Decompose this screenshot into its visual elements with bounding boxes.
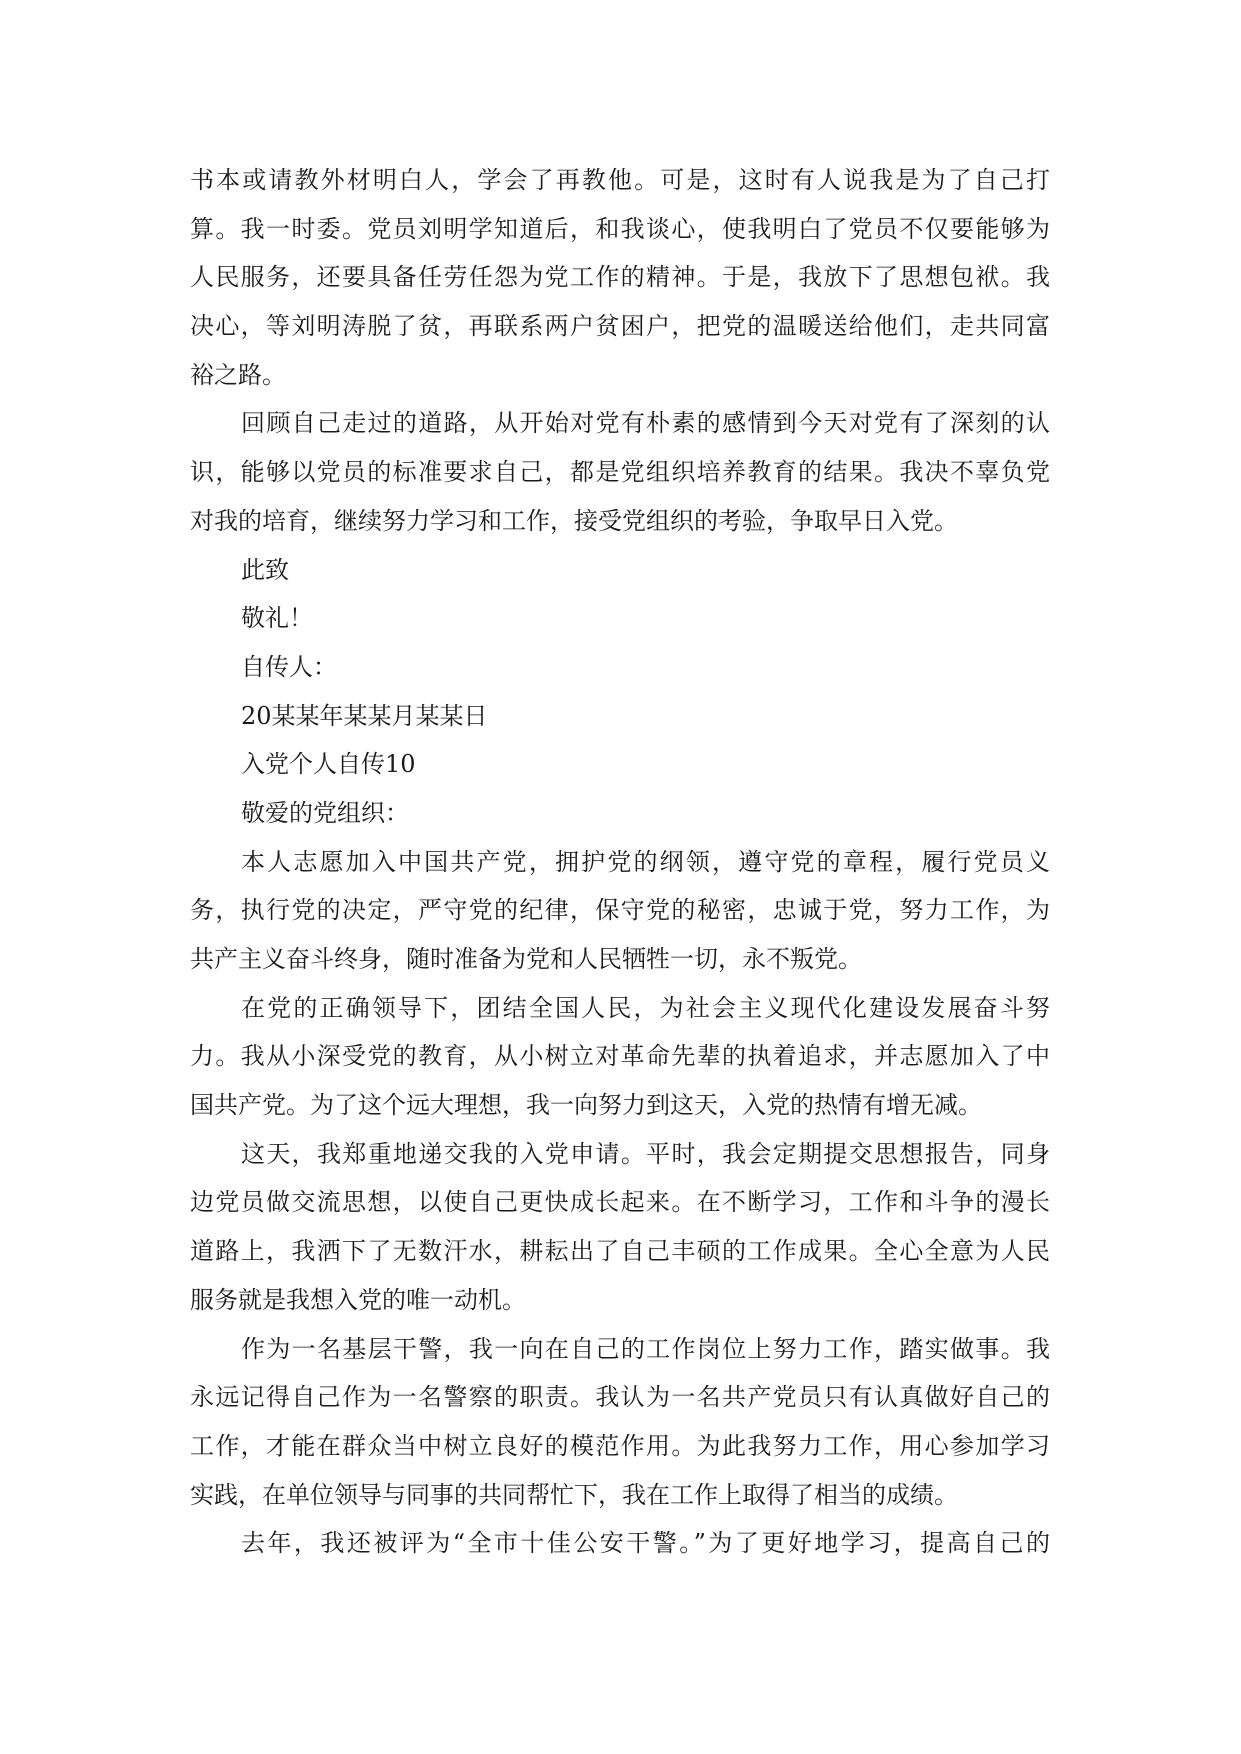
text-line: 力。我从小深受党的教育，从小树立对革命先辈的执着追求，并志愿加入了中 — [190, 1042, 1050, 1071]
text-line: 敬礼！ — [241, 604, 313, 633]
text-line: 敬爱的党组织： — [241, 798, 409, 827]
text-line: 工作，才能在群众当中树立良好的模范作用。为此我努力工作，用心参加学习 — [190, 1431, 1050, 1460]
text-line: 本人志愿加入中国共产党，拥护党的纲领，遵守党的章程，履行党员义 — [241, 847, 1050, 876]
text-line: 永远记得自己作为一名警察的职责。我认为一名共产党员只有认真做好自己的 — [190, 1383, 1050, 1412]
text-line: 在党的正确领导下，团结全国人民，为社会主义现代化建设发展奋斗努 — [241, 993, 1050, 1022]
text-line: 决心，等刘明涛脱了贫，再联系两户贫困户，把党的温暖送给他们，走共同富 — [190, 312, 1050, 341]
text-line: 识，能够以党员的标准要求自己，都是党组织培养教育的结果。我决不辜负党 — [190, 458, 1050, 487]
text-line: 书本或请教外材明白人，学会了再教他。可是，这时有人说我是为了自己打 — [190, 166, 1050, 194]
text-line: 人民服务，还要具备任劳任怨为党工作的精神。于是，我放下了思想包袱。我 — [190, 263, 1050, 292]
document-body — [190, 156, 1050, 1568]
text-line: 服务就是我想入党的唯一动机。 — [190, 1285, 526, 1314]
text-line: 此致 — [241, 555, 289, 584]
text-line: 算。我一时委。党员刘明学知道后，和我谈心，使我明白了党员不仅要能够为 — [190, 214, 1050, 243]
text-line: 边党员做交流思想，以使自己更快成长起来。在不断学习，工作和斗争的漫长 — [190, 1188, 1050, 1217]
text-line: 国共产党。为了这个远大理想，我一向努力到这天，入党的热情有增无减。 — [190, 1091, 982, 1120]
text-line: 这天，我郑重地递交我的入党申请。平时，我会定期提交思想报告，同身 — [241, 1139, 1050, 1168]
text-line: 入党个人自传10 — [241, 750, 416, 779]
text-line: 去年，我还被评为“全市十佳公安干警。”为了更好地学习，提高自己的 — [241, 1529, 1050, 1558]
text-line: 作为一名基层干警，我一向在自己的工作岗位上努力工作，踏实做事。我 — [241, 1334, 1050, 1363]
text-line: 实践，在单位领导与同事的共同帮忙下，我在工作上取得了相当的成绩。 — [190, 1480, 958, 1509]
text-line: 回顾自己走过的道路，从开始对党有朴素的感情到今天对党有了深刻的认 — [241, 409, 1050, 438]
text-line: 务，执行党的决定，严守党的纪律，保守党的秘密，忠诚于党，努力工作，为 — [190, 896, 1050, 925]
text-line: 对我的培育，继续努力学习和工作，接受党组织的考验，争取早日入党。 — [190, 506, 958, 535]
text-line: 共产主义奋斗终身，随时准备为党和人民牺牲一切，永不叛党。 — [190, 945, 862, 973]
text-line: 自传人： — [241, 652, 337, 681]
text-line: 裕之路。 — [190, 360, 286, 389]
text-line: 20某某年某某月某某日 — [241, 701, 488, 730]
text-line: 道路上，我洒下了无数汗水，耕耘出了自己丰硕的工作成果。全心全意为人民 — [190, 1237, 1050, 1266]
